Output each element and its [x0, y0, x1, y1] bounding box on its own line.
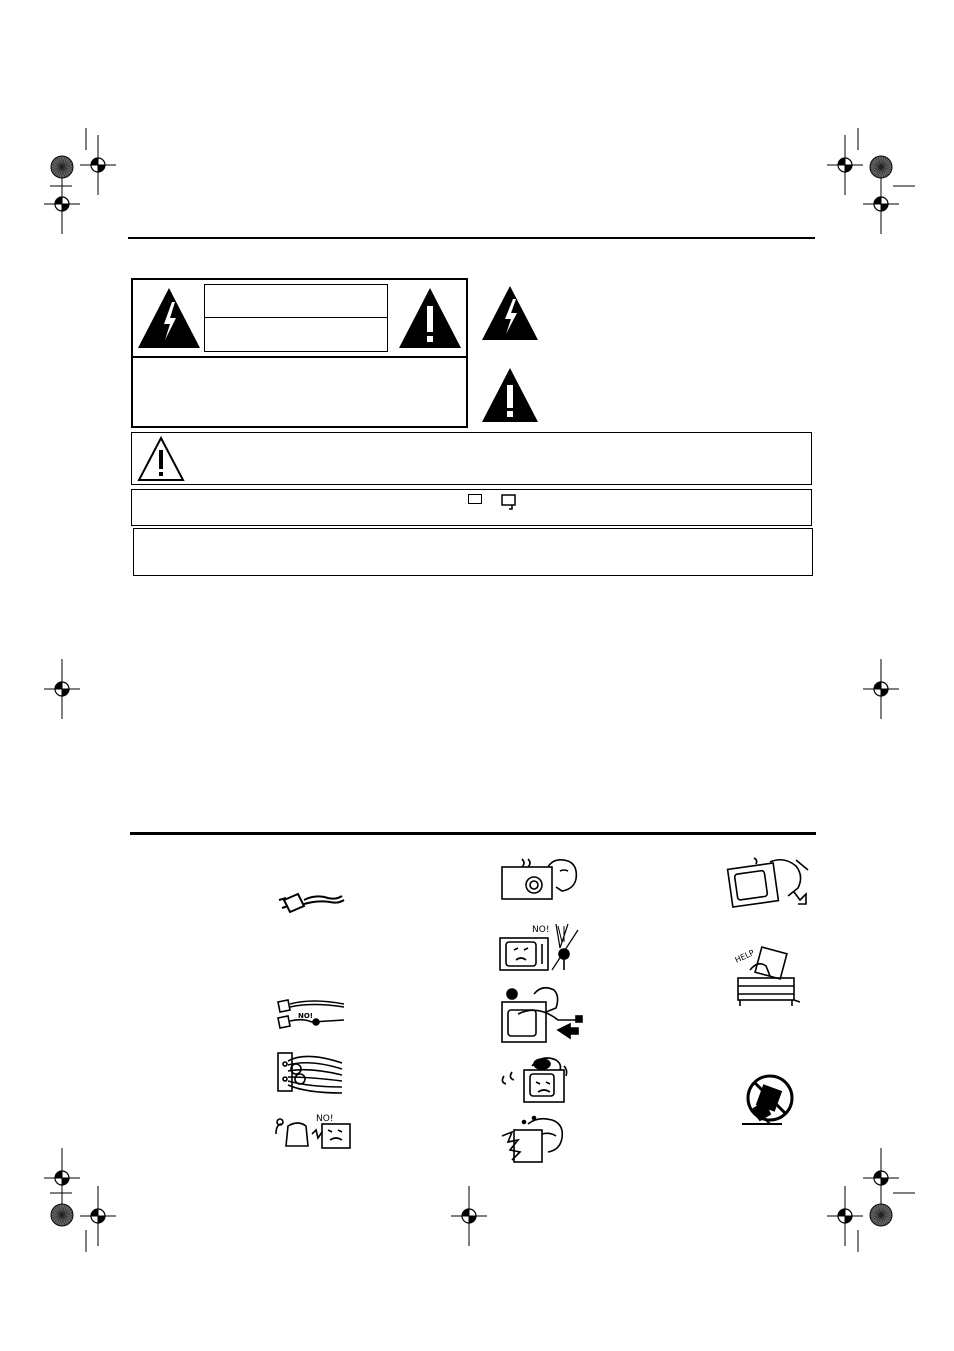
- tv-hot-touch-icon: [498, 855, 584, 901]
- registration-disc-icon: [870, 1204, 892, 1226]
- lightning-warning-icon: [480, 284, 540, 342]
- overloaded-outlet-icon: [276, 1049, 346, 1095]
- registration-crosshair-icon: [80, 1186, 116, 1246]
- exclamation-warning-icon: [480, 366, 540, 424]
- cord-plug-no-icon: [272, 996, 348, 1032]
- registration-crosshair-icon: [44, 1148, 80, 1208]
- display-symbol-bar: [131, 489, 812, 526]
- warning-label-box: [131, 278, 468, 428]
- tv-service-icon: [726, 856, 812, 908]
- registration-crosshair-icon: [44, 659, 80, 719]
- tv-drop-icon: [498, 1052, 572, 1104]
- registration-disc-icon: [51, 156, 73, 178]
- registration-crosshair-icon: [44, 174, 80, 234]
- registration-crosshair-icon: [863, 659, 899, 719]
- no-text: NO!: [532, 925, 550, 935]
- warning-label-divider: [205, 317, 387, 318]
- help-text: HELP: [733, 948, 756, 965]
- tv-no-ventilation-icon: [498, 918, 580, 974]
- exclamation-warning-icon: [397, 286, 463, 350]
- cart-tip-icon: [740, 1074, 800, 1128]
- section-rule: [130, 832, 816, 835]
- lightning-warning-icon: [136, 286, 202, 350]
- note-box: [133, 528, 813, 576]
- warning-label-inner-box: [204, 284, 388, 352]
- registration-crosshair-icon: [863, 1148, 899, 1208]
- no-text: NO!: [298, 1012, 314, 1020]
- no-text: NO!: [316, 1114, 334, 1124]
- tv-help-fall-icon: [730, 940, 810, 1008]
- registration-crosshair-icon: [451, 1186, 487, 1246]
- registration-crosshair-icon: [80, 135, 116, 195]
- tv-impact-icon: [498, 1114, 578, 1166]
- registration-disc-icon: [51, 1204, 73, 1226]
- caution-bar: [131, 432, 812, 485]
- liquid-spill-no-icon: [272, 1112, 354, 1152]
- header-rule: [128, 237, 815, 239]
- registration-crosshair-icon: [863, 174, 899, 234]
- registration-disc-icon: [870, 156, 892, 178]
- tv-unplug-icon: [498, 984, 584, 1046]
- exclamation-warning-icon: [136, 435, 186, 483]
- square-outline-icon: [468, 494, 482, 504]
- square-outline-notched-icon: [501, 494, 517, 510]
- plug-icon: [276, 886, 346, 920]
- warning-box-divider: [133, 356, 466, 358]
